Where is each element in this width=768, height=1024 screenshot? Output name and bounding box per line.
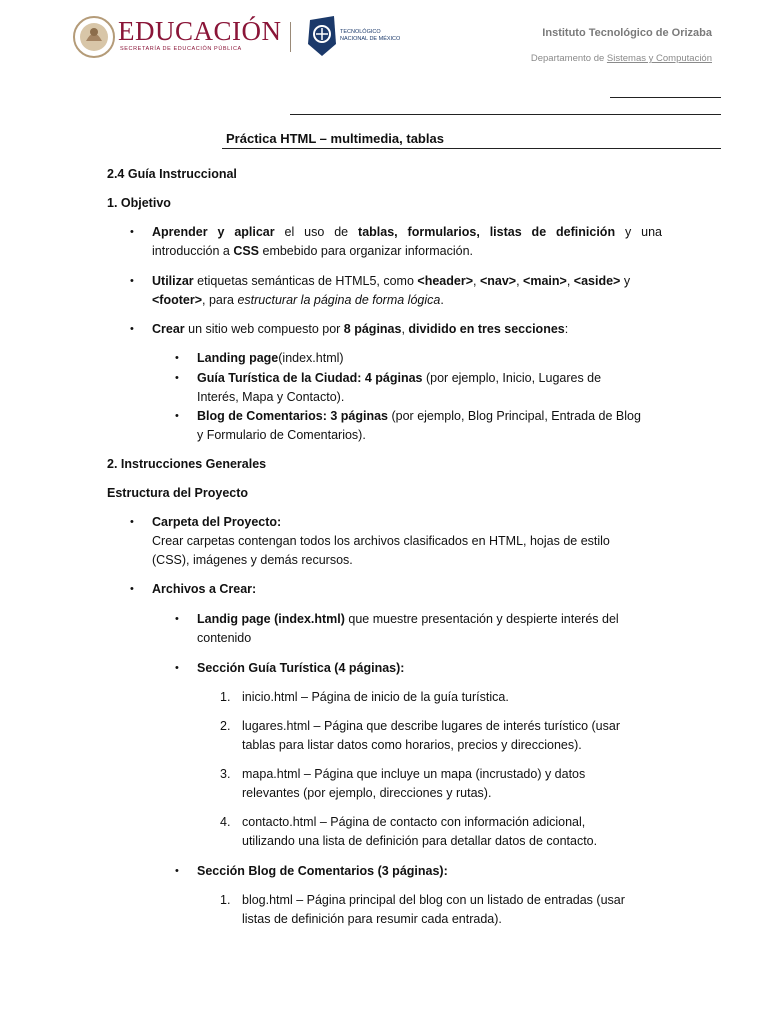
tecnm-emblem-icon [306,14,338,58]
rule-long [290,114,721,115]
institution-name: Instituto Tecnológico de Orizaba [542,27,712,39]
list-number: 1. [220,893,231,907]
blog-section-heading: Sección Blog de Comentarios (3 páginas): [197,864,448,878]
tecnm-text: TECNOLÓGICO NACIONAL DE MÉXICO [340,29,401,42]
mexico-seal-icon [72,14,116,60]
folder-item: Carpeta del Proyecto: Crear carpetas contengan todos los archivos clasificados en HTML, hojas de estilo (CSS), imágenes y demás recursos. [152,515,610,568]
objective-item-2: Utilizar etiquetas semánticas de HTML5, como <header>, <nav>, <main>, <aside> y <footer>, para estructurar la página de forma lógica. [152,274,631,308]
guide-section-heading: Sección Guía Turística (4 páginas): [197,661,405,675]
title-underline [222,148,721,149]
bullet-icon: • [130,275,134,287]
list-item: mapa.html – Página que incluye un mapa (incrustado) y datos relevantes (por ejemplo, direcciones y rutas). [242,767,586,801]
department-link[interactable]: Sistemas y Computación [606,53,712,64]
objective-item-3: Crear un sitio web compuesto por 8 páginas, dividido en tres secciones: [152,322,569,336]
sub-item-landing: Landing page(index.html) [197,351,344,365]
rule-short [610,97,721,98]
department-line: Departamento de Sistemas y Computación [530,53,712,64]
tecnm-logo [306,14,416,60]
instructions-heading: 2. Instrucciones Generales [107,457,267,471]
bullet-icon: • [130,516,134,528]
list-item: lugares.html – Página que describe lugares de interés turístico (usar tablas para listar datos como horarios, precios y direcciones). [242,719,620,753]
bullet-icon: • [130,226,134,238]
list-number: 4. [220,815,231,829]
bullet-icon: • [130,323,134,335]
list-number: 1. [220,690,231,704]
objective-item-1: Aprender y aplicar el uso de tablas, formularios, listas de definición y una introducción a CSS embebido para organizar información. [152,225,662,259]
structure-heading: Estructura del Proyecto [107,486,249,500]
educacion-subtitle: SECRETARÍA DE EDUCACIÓN PÚBLICA [120,46,242,52]
list-number: 3. [220,767,231,781]
guide-heading: 2.4 Guía Instruccional [107,167,237,181]
sub-item-blog: Blog de Comentarios: 3 páginas (por ejemplo, Blog Principal, Entrada de Blog y Formulario de Comentarios). [197,409,641,443]
document-title: Práctica HTML – multimedia, tablas [226,131,444,146]
bullet-icon: • [175,372,179,384]
list-item: blog.html – Página principal del blog con un listado de entradas (usar listas de definición para resumir cada entrada). [242,893,625,927]
bullet-icon: • [175,865,179,877]
bullet-icon: • [130,583,134,595]
bullet-icon: • [175,352,179,364]
list-number: 2. [220,719,231,733]
landing-item: Landig page (index.html) que muestre presentación y despierte interés del contenido [197,612,619,646]
educacion-wordmark: EDUCACIÓN [118,16,282,46]
bullet-icon: • [175,613,179,625]
bullet-icon: • [175,662,179,674]
files-heading: Archivos a Crear: [152,582,257,596]
list-item: inicio.html – Página de inicio de la guía turística. [242,690,509,704]
educacion-logo [72,14,282,60]
bullet-icon: • [175,410,179,422]
logo-divider [290,22,291,52]
list-item: contacto.html – Página de contacto con información adicional, utilizando una lista de definición para detallar datos de contacto. [242,815,598,849]
sub-item-guide: Guía Turística de la Ciudad: 4 páginas (por ejemplo, Inicio, Lugares de Interés, Mapa y Contacto). [197,371,602,405]
objective-heading: 1. Objetivo [107,196,171,210]
